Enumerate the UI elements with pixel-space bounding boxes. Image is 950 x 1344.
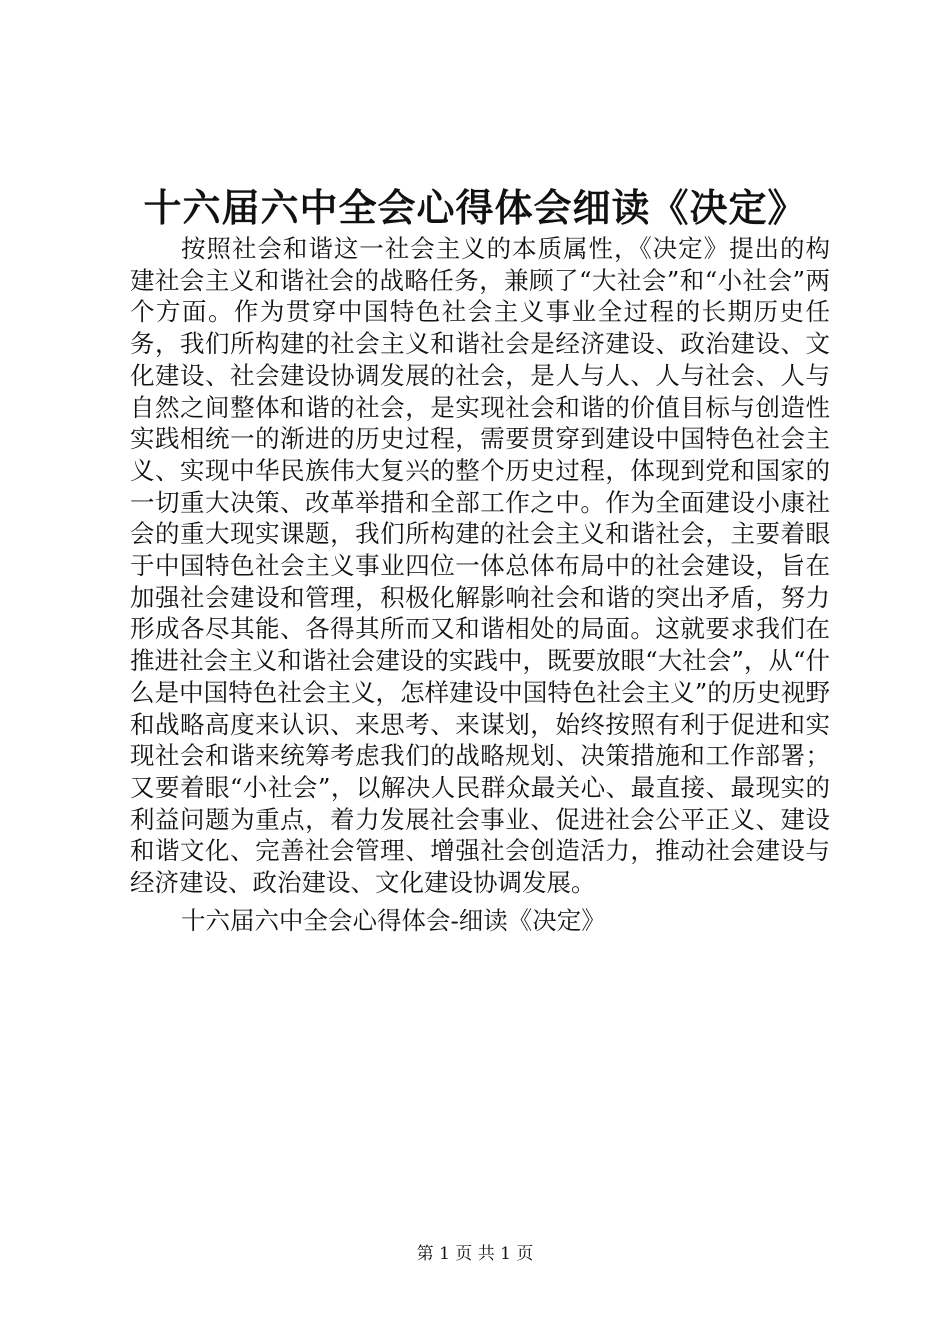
document-title: 十六届六中全会心得体会细读《决定》 [143, 185, 807, 230]
closing-line: 十六届六中全会心得体会-细读《决定》 [181, 906, 606, 935]
body-paragraph: 按照社会和谐这一社会主义的本质属性，《决定》提出的构建社会主义和谐社会的战略任务，兼顾了“大社会”和“小社会”两个方面。作为贯穿中国特色社会主义事业全过程的长期历史任务，我们所构建的社会主义和谐社会是经济建设、政治建设、文化建设、社会建设协调发展的社会，是人与人、人与社会、人与自然之间整体和谐的社会，是实现社会和谐的价值目标与创造性实践相统一的渐进的历史过程，需要贯穿到建设中国特色社会主义、实现中华民族伟大复兴的整个历史过程，体现到党和国家的一切重大决策、改革举措和全部工作之中。作为全面建设小康社会的重大现实课题，我们所构建的社会主义和谐社会，主要着眼于中国特色社会主义事业四位一体总体布局中的社会建设，旨在加强社会建设和管理，积极化解影响社会和谐的突出矛盾，努力形成各尽其能、各得其所而又和谐相处的局面。这就要求我们在推进社会主义和谐社会建设的实践中，既要放眼“大社会”，从“什么是中国特色社会主义，怎样建设中国特色社会主义”的历史视野和战略高度来认识、来思考、来谋划，始终按照有利于促进和实现社会和谐来统筹考虑我们的战略规划、决策措施和工作部署；又要着眼“小社会”，以解决人民群众最关心、最直接、最现实的利益问题为重点，着力发展社会事业、促进社会公平正义、建设和谐文化、完善社会管理、增强社会创造活力，推动社会建设与经济建设、政治建设、文化建设协调发展。 [130, 234, 830, 898]
page-number-footer: 第 1 页 共 1 页 [416, 1244, 534, 1264]
